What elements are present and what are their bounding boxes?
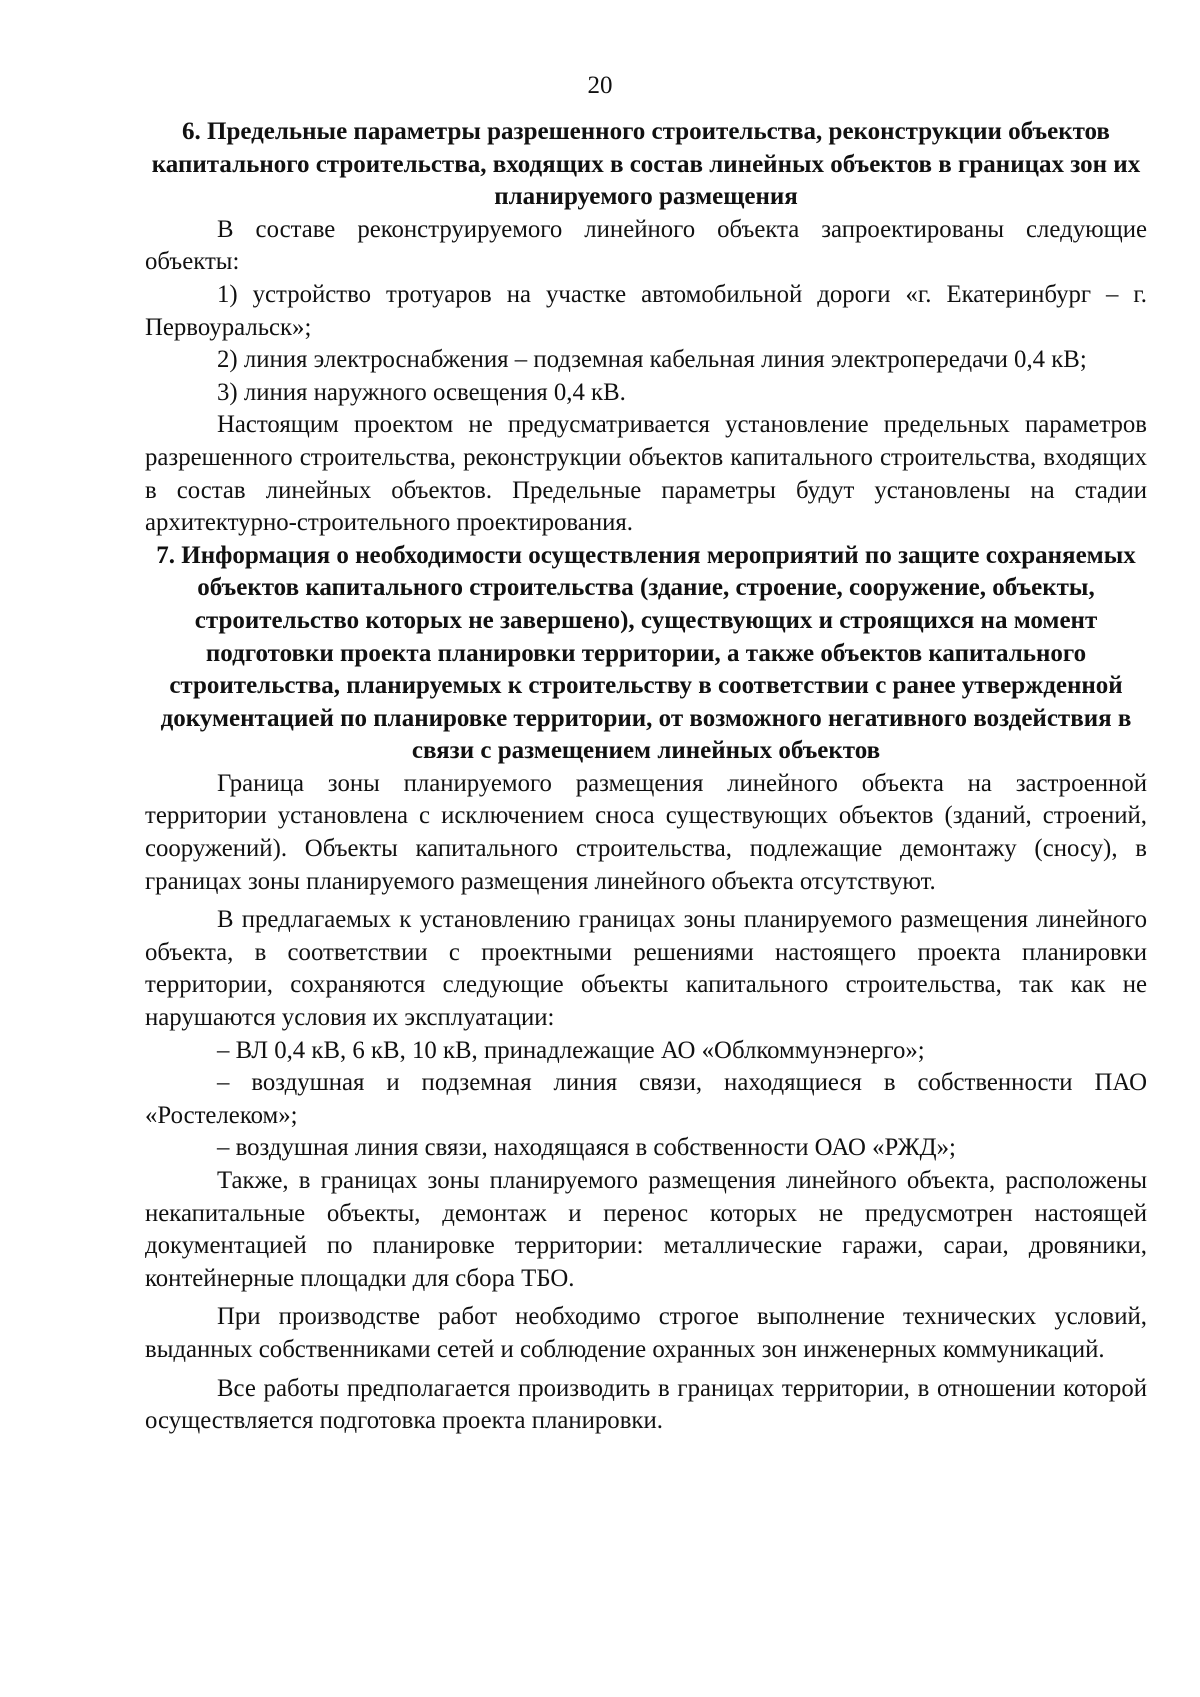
section-7-paragraph: Все работы предполагается производить в границах территории, в отношении которой осуществляется подготовка проекта планировки. xyxy=(145,1374,1147,1435)
section-7-paragraph: Граница зоны планируемого размещения линейного объекта на застроенной территории установлена с исключением сноса существующих объектов (зданий, строений, сооружений). Объекты капитального строительства, подлежащие демонтажу (сносу), в границах зоны планируемого размещения линейного объекта отсутствуют. xyxy=(145,769,1147,895)
section-7-paragraph: Также, в границах зоны планируемого размещения линейного объекта, расположены некапитальные объекты, демонтаж и перенос которых не предусмотрен настоящей документацией по планировке территории: металлические гаражи, сараи, дровяники, контейнерные площадки для сбора ТБО. xyxy=(145,1167,1147,1292)
section-7-paragraph: При производстве работ необходимо строгое выполнение технических условий, выданных собственниками сетей и соблюдение охранных зон инженерных коммуникаций. xyxy=(145,1303,1147,1363)
section-6-paragraph: Настоящим проектом не предусматривается установление предельных параметров разрешенного строительства, реконструкции объектов капитального строительства, входящих в состав линейных объектов. Предельные параметры будут установлены на стадии архитектурно-строительного проектирования. xyxy=(145,411,1147,537)
section-6-heading: 6. Предельные параметры разрешенного строительства, реконструкции объектов капитального строительства, входящих в состав линейных объектов в границах зон их планируемого размещения xyxy=(151,118,1141,211)
section-7-heading: 7. Информация о необходимости осуществления мероприятий по защите сохраняемых объектов капитального строительства (здание, строение, сооружение, объекты, строительство которых не завершено), существующих и строящихся на момент подготовки проекта планировки территории, а также объектов капитального строительства, планируемых к строительству в соответствии с ранее утвержденной документацией по планировке территории, от возможного негативного воздействия в связи с размещением линейных объектов xyxy=(156,541,1136,765)
page-number: 20 xyxy=(587,72,613,99)
section-7-paragraph: В предлагаемых к установлению границах зоны планируемого размещения линейного объекта, в соответствии с проектными решениями настоящего проекта планировки территории, сохраняются следующие объекты капитального строительства, так как не нарушаются условия их эксплуатации: xyxy=(145,906,1147,1032)
section-7 xyxy=(145,540,1147,1438)
document-body xyxy=(145,116,1147,1438)
section-6-list-item: 3) линия наружного освещения 0,4 кВ. xyxy=(217,378,626,406)
section-6 xyxy=(145,116,1147,540)
section-6-list-item: 1) устройство тротуаров на участке автомобильной дороги «г. Екатеринбург – г. Первоуральск»; xyxy=(145,280,1147,341)
section-7-list-item: – воздушная и подземная линия связи, находящиеся в собственности ПАО «Ростелеком»; xyxy=(145,1069,1147,1129)
section-6-list-item: 2) линия электроснабжения – подземная кабельная линия электропередачи 0,4 кВ; xyxy=(217,346,1087,374)
section-7-list-item: – воздушная линия связи, находящаяся в собственности ОАО «РЖД»; xyxy=(217,1134,956,1162)
section-6-paragraph: В составе реконструируемого линейного объекта запроектированы следующие объекты: xyxy=(145,215,1147,276)
section-7-list-item: – ВЛ 0,4 кВ, 6 кВ, 10 кВ, принадлежащие АО «Облкоммунэнерго»; xyxy=(217,1036,925,1064)
